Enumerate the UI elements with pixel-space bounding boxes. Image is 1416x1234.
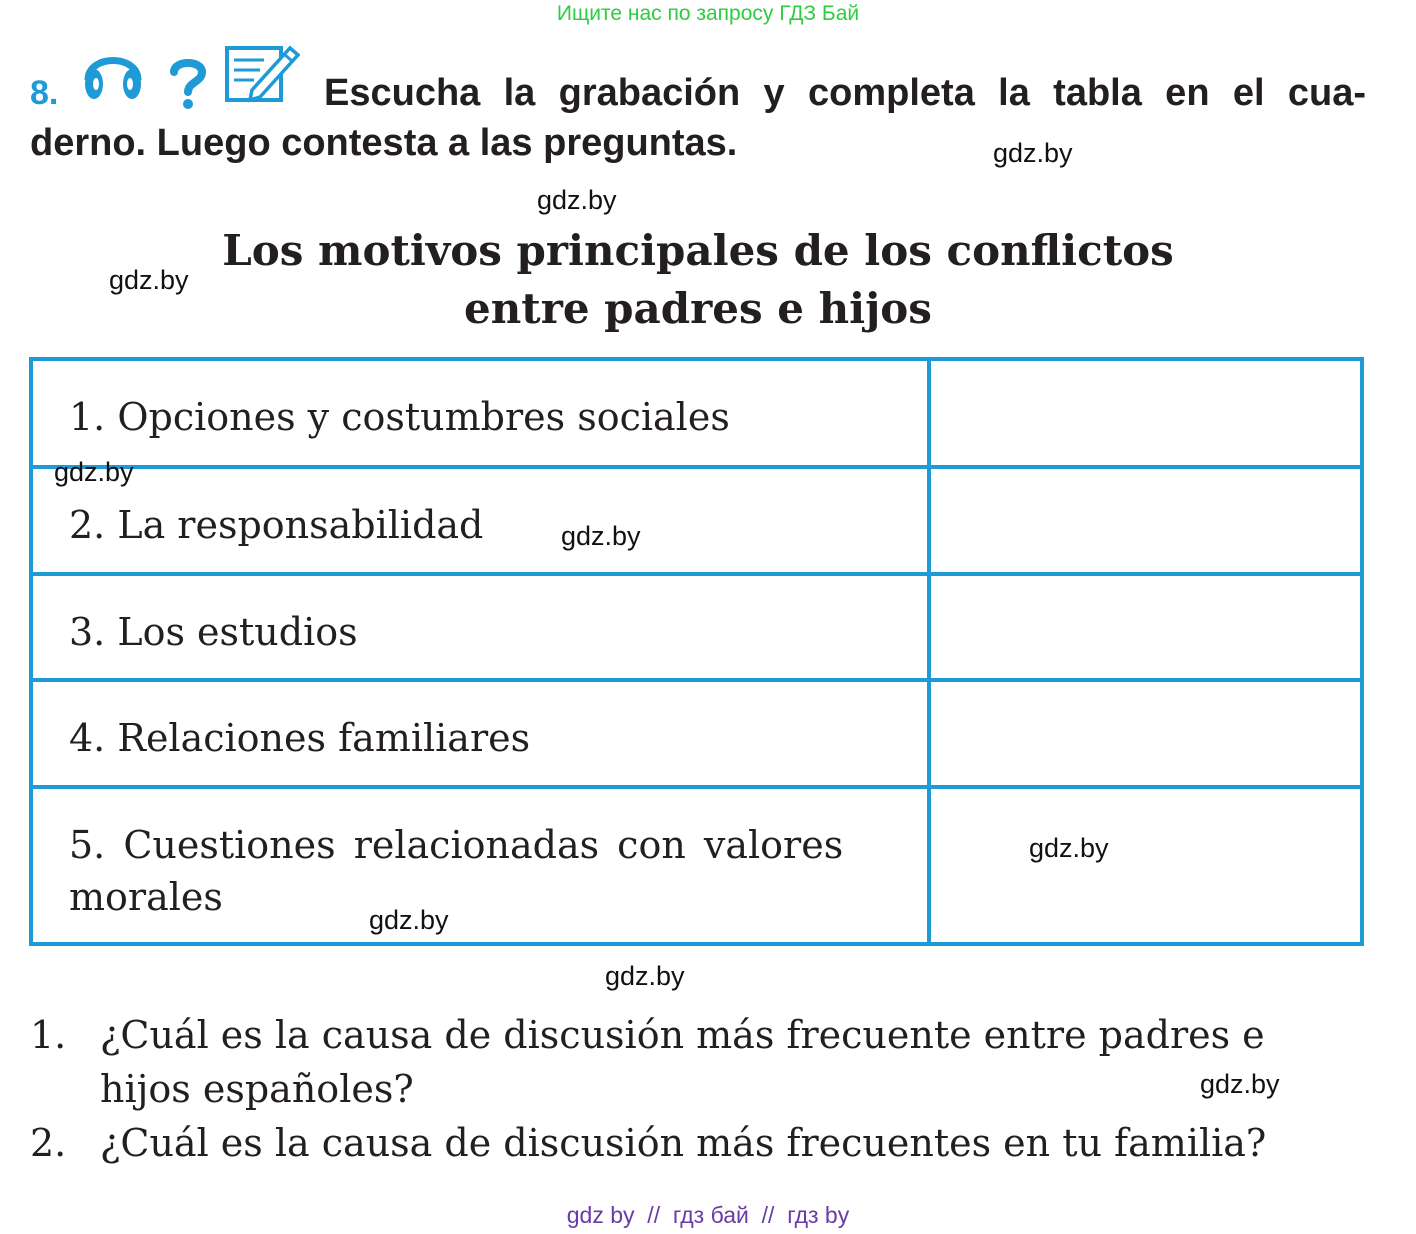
question-text-line-2: hijos españoles? xyxy=(100,1067,414,1111)
table-cell-label xyxy=(33,682,931,785)
question-text-line-1: ¿Cuál es la causa de discusión más frecuentes en tu familia? xyxy=(100,1121,1267,1165)
table-cell-answer[interactable] xyxy=(931,576,1360,678)
table-cell-answer[interactable] xyxy=(931,469,1360,572)
watermark: gdz.by xyxy=(109,265,189,295)
table-row xyxy=(33,682,1360,789)
conflict-motives-table xyxy=(29,357,1364,946)
table-cell-label xyxy=(33,469,931,572)
watermark: gdz.by xyxy=(369,905,449,935)
footer-watermark: gdz by // гдз бай // гдз by xyxy=(566,1202,850,1228)
row-label: 5. Cuestiones relacionadas con valores morales xyxy=(69,823,844,919)
instruction-text: Escucha la grabación y completa la tabla en el cua- derno. Luego contesta a las preguntas. xyxy=(30,72,1366,164)
exercise-instruction xyxy=(30,68,1366,168)
row-label: 1. Opciones y costumbres sociales xyxy=(69,395,730,439)
table-title xyxy=(0,222,1396,338)
title-line-1: Los motivos principales de los conflictos xyxy=(222,226,1174,275)
table-cell-answer[interactable] xyxy=(931,361,1360,465)
table-cell-answer[interactable] xyxy=(931,789,1360,942)
table-row xyxy=(33,469,1360,576)
table-cell-label xyxy=(33,361,931,465)
row-label: 2. La responsabilidad xyxy=(69,503,484,547)
question-2 xyxy=(30,1116,1390,1172)
table-cell-label xyxy=(33,576,931,678)
question-number: 2. xyxy=(30,1121,67,1165)
watermark: gdz.by xyxy=(54,457,134,487)
watermark: gdz.by xyxy=(561,521,641,551)
table-cell-answer[interactable] xyxy=(931,682,1360,785)
table-row xyxy=(33,361,1360,469)
question-text-line-1: ¿Cuál es la causa de discusión más frecuente entre padres e xyxy=(100,1013,1265,1057)
row-label: 4. Relaciones familiares xyxy=(69,716,531,760)
watermark: gdz.by xyxy=(605,961,685,991)
row-label: 3. Los estudios xyxy=(69,610,358,654)
exercise-number: 8. xyxy=(30,74,59,112)
watermark: gdz.by xyxy=(537,185,617,215)
watermark: gdz.by xyxy=(1029,833,1109,863)
question-1 xyxy=(30,1008,1390,1118)
title-line-2: entre padres e hijos xyxy=(464,284,932,333)
top-banner: Ищите нас по запросу ГДЗ Бай xyxy=(556,2,860,25)
question-number: 1. xyxy=(30,1013,67,1057)
table-cell-label xyxy=(33,789,931,942)
table-row xyxy=(33,789,1360,942)
watermark: gdz.by xyxy=(993,138,1073,168)
watermark: gdz.by xyxy=(1200,1069,1280,1099)
table-row xyxy=(33,576,1360,682)
